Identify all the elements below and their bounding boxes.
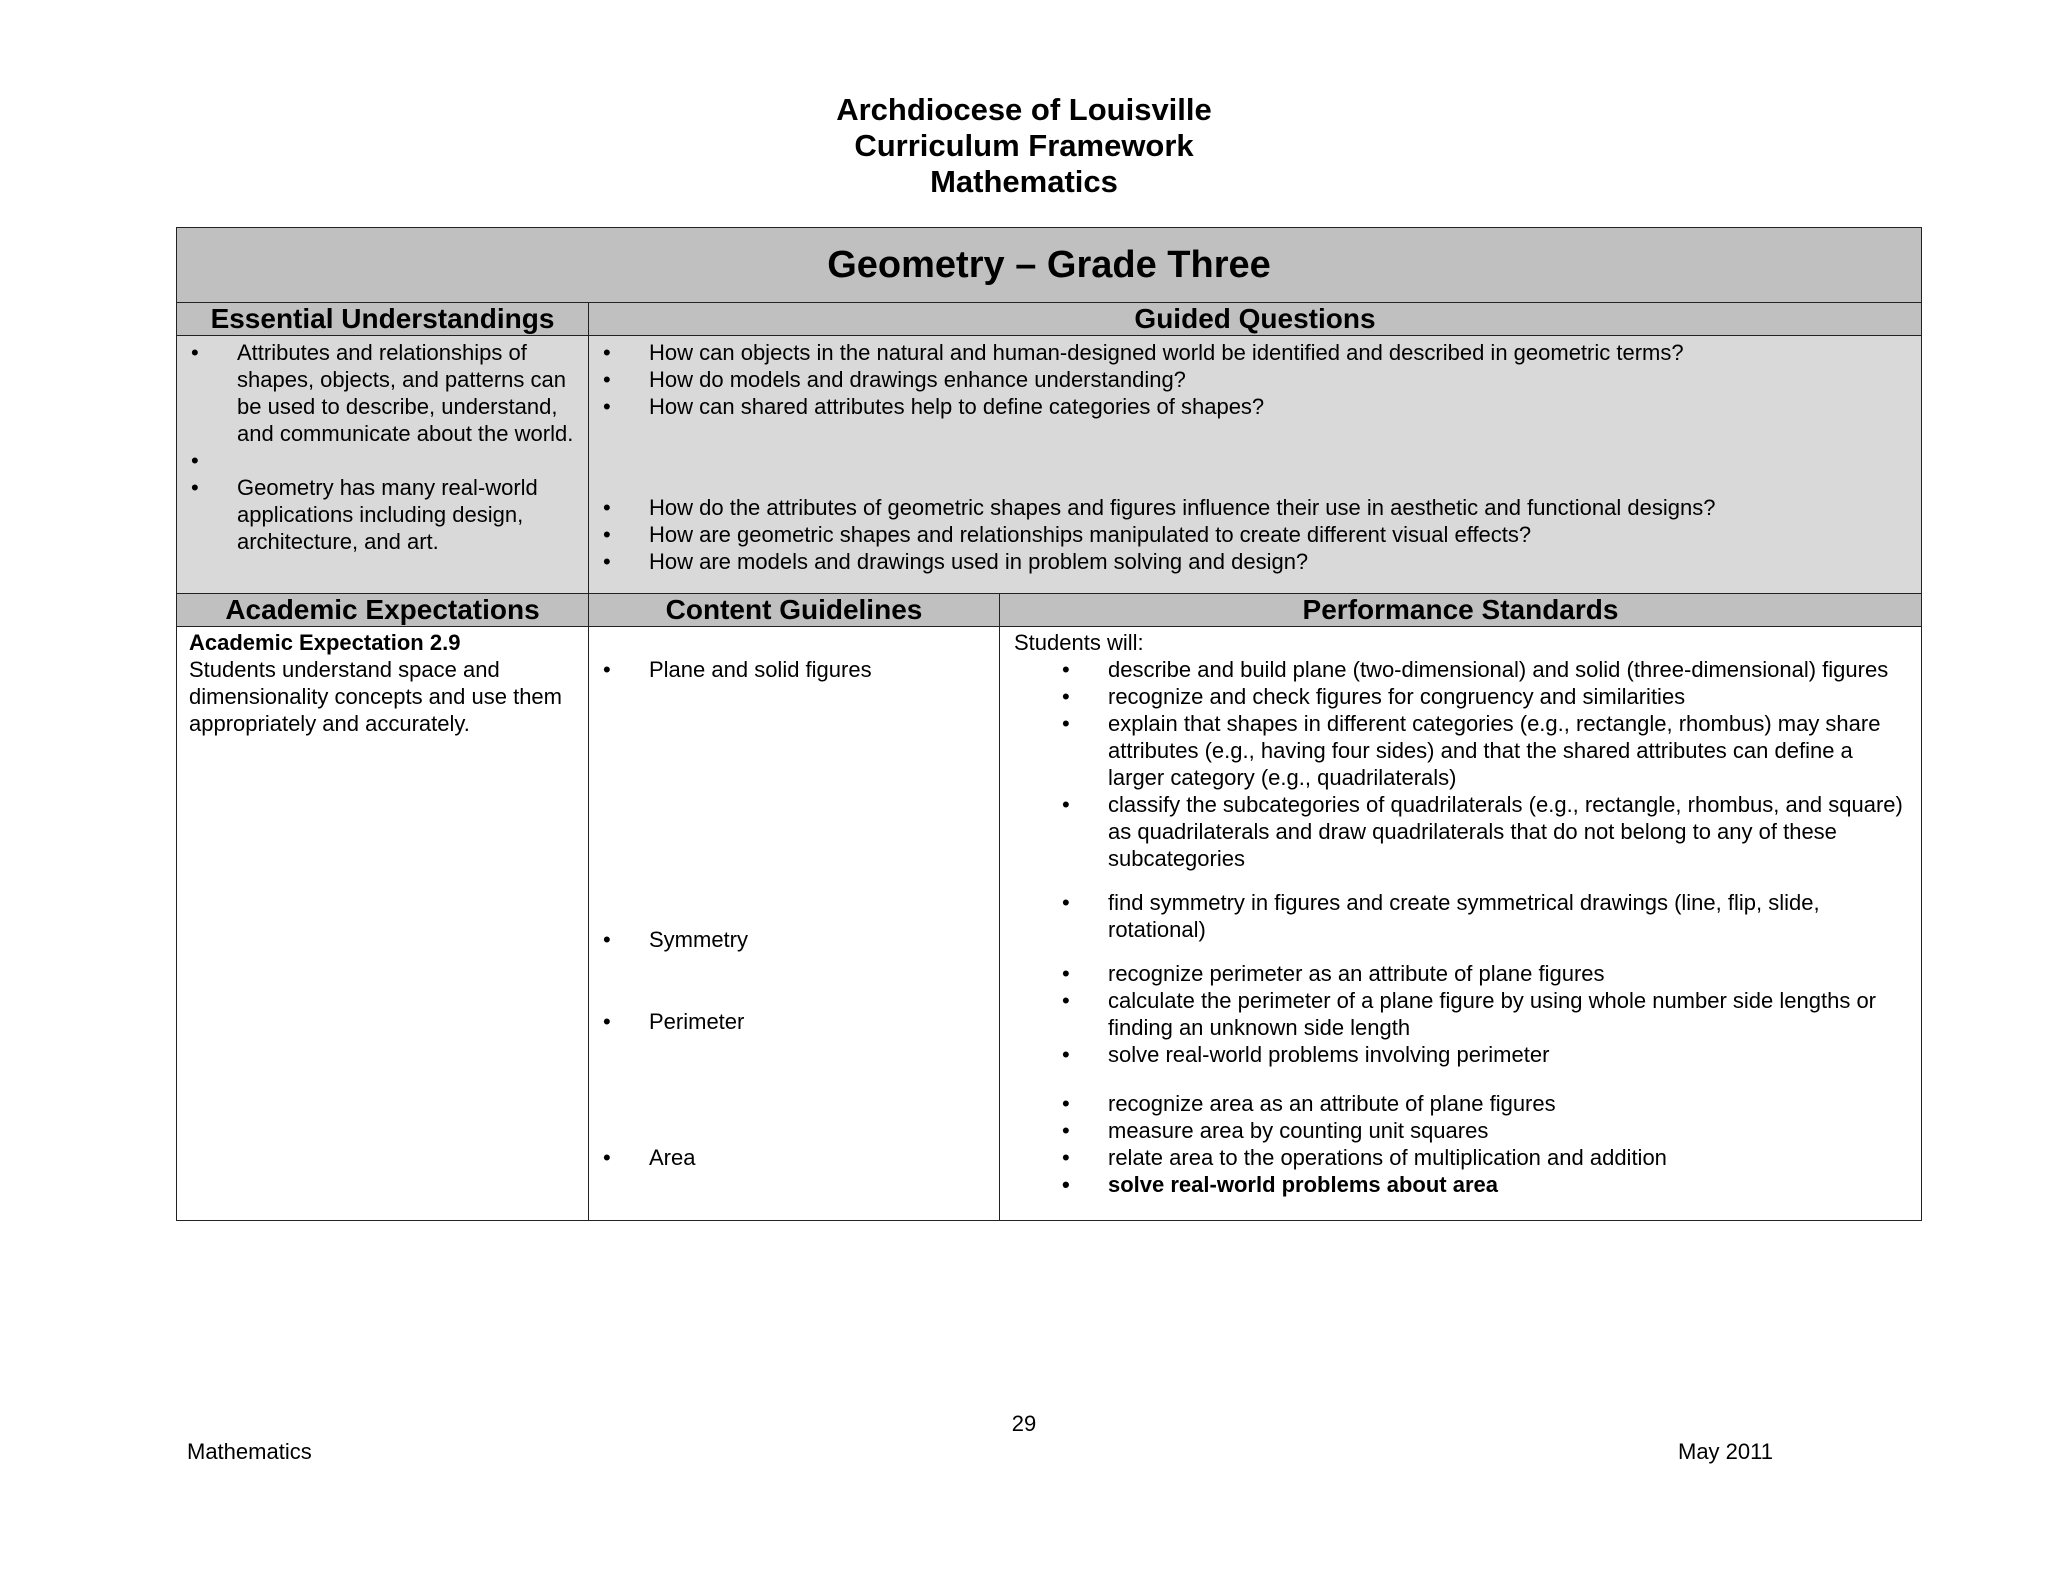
content-item-plane-solid: • Plane and solid figures (589, 656, 991, 683)
essential-list (177, 339, 578, 555)
essential-understandings-header: Essential Understandings (177, 303, 589, 336)
performance-intro: Students will: (1014, 630, 1144, 655)
footer-subject: Mathematics (187, 1439, 312, 1464)
list-item: • solve real-world problems involving perimeter (1000, 1041, 1913, 1068)
content-guidelines-header: Content Guidelines (589, 594, 1000, 627)
list-item: • How do the attributes of geometric shapes and figures influence their use in aesthetic and functional designs? (589, 494, 1911, 521)
essential-understandings-cell (177, 336, 589, 594)
content-list (589, 656, 991, 683)
list-item: • relate area to the operations of multiplication and addition (1000, 1144, 1913, 1171)
list-item: • solve real-world problems about area (1000, 1171, 1913, 1198)
ps-plane-list (1000, 656, 1913, 872)
guided-list-2 (589, 494, 1911, 575)
ps-perimeter-list (1000, 960, 1913, 1068)
list-item: • find symmetry in figures and create symmetrical drawings (line, flip, slide, rotational) (1000, 889, 1913, 943)
curriculum-table (176, 227, 1922, 1221)
content-item-perimeter: • Perimeter (589, 1008, 991, 1035)
ps-symmetry-list (1000, 889, 1913, 943)
list-item: • How can shared attributes help to define categories of shapes? (589, 393, 1911, 420)
spacer (177, 447, 578, 474)
academic-expectation-title: Academic Expectation 2.9 (189, 630, 461, 655)
list-item: • How do models and drawings enhance understanding? (589, 366, 1911, 393)
content-guidelines-cell (589, 627, 1000, 1221)
list-item: • How are geometric shapes and relationships manipulated to create different visual effects? (589, 521, 1911, 548)
header-subject: Mathematics (930, 164, 1118, 199)
footer-date: May 2011 (1678, 1439, 1773, 1464)
list-item: • How can objects in the natural and human-designed world be identified and described in geometric terms? (589, 339, 1911, 366)
content-list (589, 1008, 991, 1035)
list-item: • Attributes and relationships of shapes, objects, and patterns can be used to describe, understand, and communicate about the world. (177, 339, 578, 447)
guided-questions-header: Guided Questions (589, 303, 1922, 336)
document-header (0, 92, 2048, 200)
list-item: • recognize perimeter as an attribute of plane figures (1000, 960, 1913, 987)
content-item-symmetry: • Symmetry (589, 926, 991, 953)
content-list (589, 1144, 991, 1171)
academic-expectation-text: Students understand space and dimensionality concepts and use them appropriately and accurately. (189, 657, 562, 736)
ps-area-list (1000, 1090, 1913, 1198)
list-item: • Geometry has many real-world applications including design, architecture, and art. (177, 474, 578, 555)
table-title: Geometry – Grade Three (177, 228, 1922, 303)
page-number: 29 (1011, 1411, 1037, 1436)
list-item: • measure area by counting unit squares (1000, 1117, 1913, 1144)
performance-standards-cell (1000, 627, 1922, 1221)
list-item: • calculate the perimeter of a plane figure by using whole number side lengths or finding an unknown side length (1000, 987, 1913, 1041)
content-list (589, 926, 991, 953)
list-item: • recognize area as an attribute of plane figures (1000, 1090, 1913, 1117)
list-item: • recognize and check figures for congruency and similarities (1000, 683, 1913, 710)
list-item: • How are models and drawings used in problem solving and design? (589, 548, 1911, 575)
list-item: • classify the subcategories of quadrilaterals (e.g., rectangle, rhombus, and square) as quadrilaterals and draw quadrilaterals that do not belong to any of these subcategories (1000, 791, 1913, 872)
academic-expectation-cell (177, 627, 589, 1221)
list-item: • explain that shapes in different categories (e.g., rectangle, rhombus) may share attributes (e.g., having four sides) and that the shared attributes can define a larger category (e.g., quadrilaterals) (1000, 710, 1913, 791)
guided-list-1 (589, 339, 1911, 420)
performance-standards-header: Performance Standards (1000, 594, 1922, 627)
academic-expectations-header: Academic Expectations (177, 594, 589, 627)
guided-questions-cell (589, 336, 1922, 594)
header-organization: Archdiocese of Louisville (836, 92, 1212, 127)
list-item: • describe and build plane (two-dimensional) and solid (three-dimensional) figures (1000, 656, 1913, 683)
header-framework: Curriculum Framework (854, 128, 1194, 163)
content-item-area: • Area (589, 1144, 991, 1171)
